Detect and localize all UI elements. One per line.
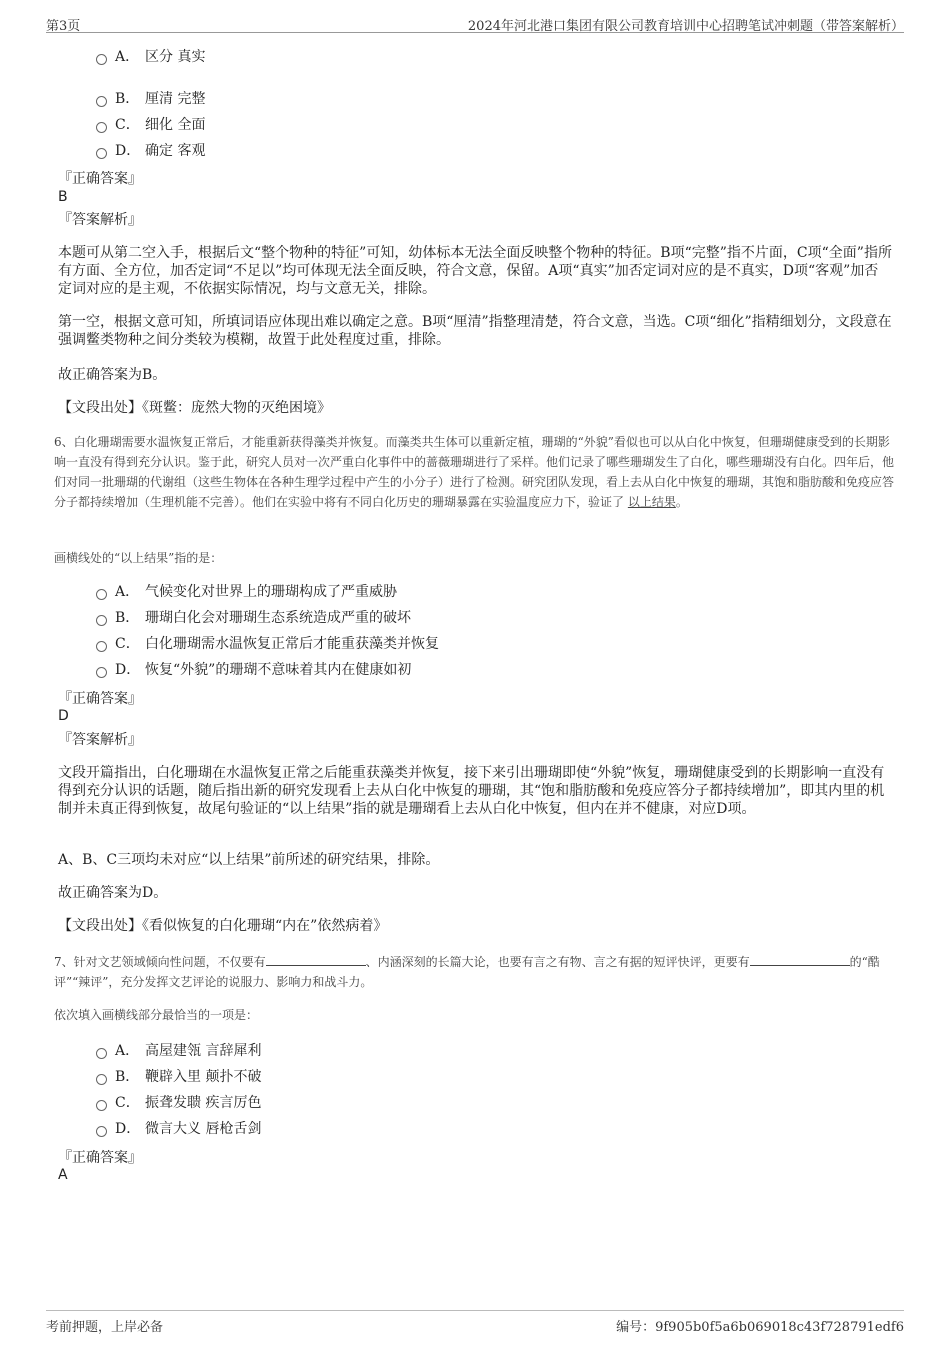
q7-option-d[interactable]: D． 微言大义 唇枪舌剑 [96,1119,261,1139]
fill-blank-1 [266,953,366,966]
q7-option-c[interactable]: C． 振聋发聩 疾言厉色 [96,1093,261,1113]
q6-analysis-p3: 故正确答案为D。 [58,885,168,901]
radio-icon[interactable] [96,96,107,107]
q6-source: 【文段出处】《看似恢复的白化珊瑚“内在”依然病着》 [58,918,388,934]
page-number: 第3页 [46,19,81,34]
q7-option-b[interactable]: B． 鞭辟入里 颠扑不破 [96,1067,261,1087]
q6-correct-label: 『正确答案』 [58,691,142,707]
q6-subquestion: 画横线处的“以上结果”指的是： [54,551,223,565]
radio-icon[interactable] [96,148,107,159]
page-footer [46,1310,904,1341]
q6-stem: 6、白化珊瑚需要水温恢复正常后，才能重新获得藻类并恢复。而藻类共生体可以重新定植，珊瑚的“外貌”看似也可以从白化中恢复，但珊瑚健康受到的长期影响一直没有得到充分认识。鉴于此，研究人员对一次严重白化事件中的蔷薇珊瑚进行了采样。他们记录了哪些珊瑚发生了白化，哪些珊瑚没有白化。四年后，他们对同一批珊瑚的代谢组（这些生物体在各种生理学过程中产生的小分子）进行了检测。研究团队发现，看上去从白化中恢复的珊瑚，其饱和脂肪酸和免疫应答分子都持续增加（生理机能不完善）。他们在实验中将有不同白化历史的珊瑚暴露在实验温度应力下，验证了 以上结果。 [54,435,895,509]
q5-option-c[interactable]: C． 细化 全面 [96,115,205,135]
radio-icon[interactable] [96,667,107,678]
q6-option-c[interactable]: C． 白化珊瑚需水温恢复正常后才能重获藻类并恢复 [96,634,439,654]
radio-icon[interactable] [96,1126,107,1137]
document-title: 2024年河北港口集团有限公司教育培训中心招聘笔试冲刺题（带答案解析） [467,19,904,34]
q6-analysis-p2: A、B、C三项均未对应“以上结果”前所述的研究结果，排除。 [58,852,440,868]
fill-blank-2 [750,953,850,966]
radio-icon[interactable] [96,1048,107,1059]
document-id: 编号：9f905b0f5a6b069018c43f728791edf6 [616,1320,904,1335]
q7-correct-label: 『正确答案』 [58,1150,142,1166]
radio-icon[interactable] [96,122,107,133]
q7-stem: 7、针对文艺领域倾向性问题，不仅要有 、内涵深刻的长篇大论，也要有言之有物、言之有据的短评快评，更要有 的“酷评”“辣评”，充分发挥文艺评论的说服力、影响力和战斗力。 [54,955,880,989]
q6-analysis-label: 『答案解析』 [58,732,142,748]
q7-option-a[interactable]: A． 高屋建瓴 言辞犀利 [96,1041,261,1061]
q5-correct-label: 『正确答案』 [58,171,142,187]
q5-option-a[interactable]: A． 区分 真实 [96,47,205,67]
radio-icon[interactable] [96,615,107,626]
q7-subquestion: 依次填入画横线部分最恰当的一项是： [54,1008,259,1022]
q6-analysis-p1: 文段开篇指出，白化珊瑚在水温恢复正常之后能重获藻类并恢复，接下来引出珊瑚即使“外貌”恢复，珊瑚健康受到的长期影响一直没有得到充分认识的话题，随后指出新的研究发现看上去从白化中恢复的珊瑚，其“饱和脂肪酸和免疫应答分子都持续增加”，即其内里的机制并未真正得到恢复，故尾句验证的“以上结果”指的就是珊瑚看上去从白化中恢复，但内在并不健康，对应D项。 [58,765,885,817]
q5-source: 【文段出处】《斑鳖：庞然大物的灭绝困境》 [58,400,331,416]
radio-icon[interactable] [96,641,107,652]
q6-answer: D [58,708,69,724]
q5-option-d[interactable]: D． 确定 客观 [96,141,205,161]
footer-slogan: 考前押题，上岸必备 [46,1320,164,1335]
q6-option-a[interactable]: A． 气候变化对世界上的珊瑚构成了严重威胁 [96,582,397,602]
radio-icon[interactable] [96,54,107,65]
q5-analysis-label: 『答案解析』 [58,212,142,228]
q5-answer: B [58,189,68,205]
page-header [46,12,904,33]
q6-option-b[interactable]: B． 珊瑚白化会对珊瑚生态系统造成严重的破坏 [96,608,411,628]
q5-analysis-p3: 故正确答案为B。 [58,367,167,383]
q5-option-b[interactable]: B． 厘清 完整 [96,89,205,109]
q7-answer: A [58,1167,68,1183]
q5-analysis-p1: 本题可从第二空入手，根据后文“整个物种的特征”可知，幼体标本无法全面反映整个物种的特征。B项“完整”指不片面，C项“全面”指所有方面、全方位，加否定词“不足以”均可体现无法全面反映，符合文意，保留。A项“真实”加否定词对应的是不真实，D项“客观”加否定词对应的是主观，不依据实际情况，均与文意无关，排除。 [58,245,892,297]
q6-underlined-phrase: 以上结果 [627,495,676,509]
q6-option-d[interactable]: D． 恢复“外貌”的珊瑚不意味着其内在健康如初 [96,660,411,680]
radio-icon[interactable] [96,1074,107,1085]
radio-icon[interactable] [96,589,107,600]
q5-analysis-p2: 第一空，根据文意可知，所填词语应体现出难以确定之意。B项“厘清”指整理清楚，符合文意，当选。C项“细化”指精细划分，文段意在强调鳖类物种之间分类较为模糊，故置于此处程度过重，排除。 [58,314,892,348]
radio-icon[interactable] [96,1100,107,1111]
